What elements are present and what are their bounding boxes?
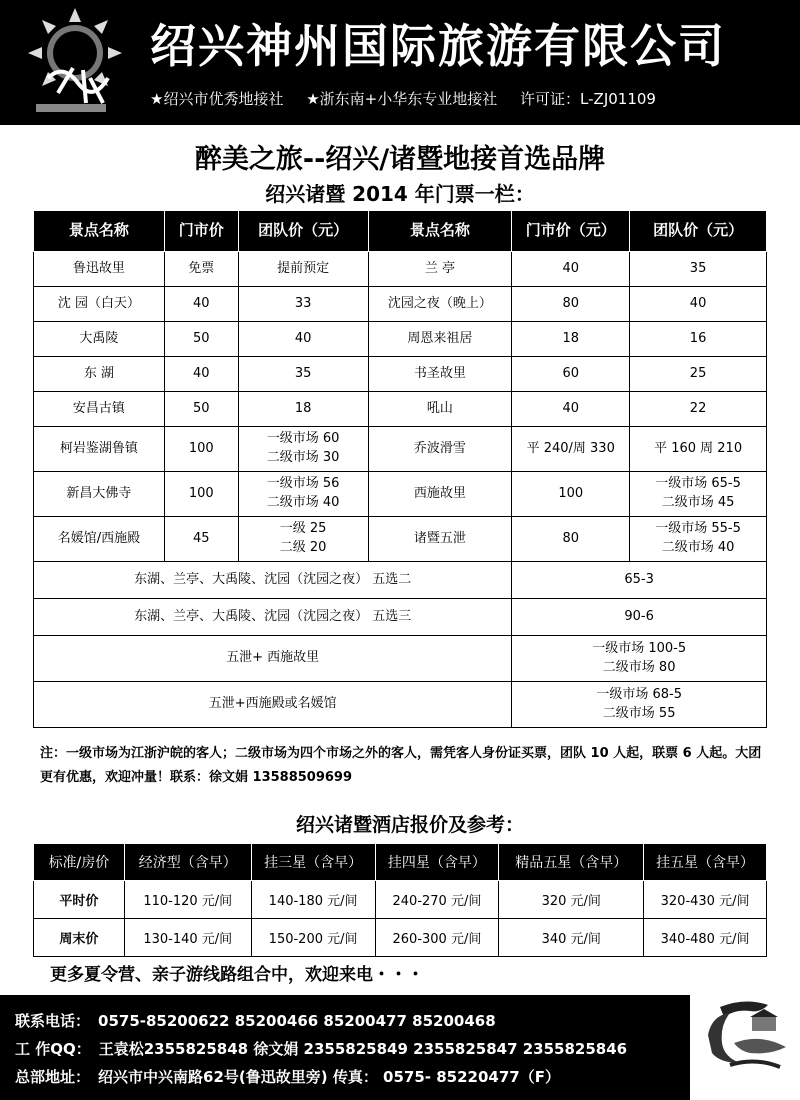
table-cell: 240-270 元/间 [375,881,499,919]
ticket-price-table [33,210,767,728]
table-cell: 80 [512,287,630,322]
table-cell: 16 [630,322,767,357]
table-cell: 40 [238,322,368,357]
table-row [34,427,767,472]
combo-price: 65-3 [512,562,767,599]
table-cell: 书圣故里 [368,357,512,392]
table-cell: 150-200 元/间 [251,919,375,957]
table-cell: 50 [164,392,238,427]
cell-line: 一级市场 60 [266,431,340,447]
combo-row [34,682,767,728]
table-row [34,517,767,562]
header-banner [0,0,800,125]
table-cell: 平 160 周 210 [630,427,767,472]
table-cell: 33 [238,287,368,322]
qq-label: 工 作QQ： [15,1040,91,1058]
tag-specialist: ★浙东南+小华东专业地接社 [306,90,498,108]
table-cell: 平 240/周 330 [512,427,630,472]
ticket-section-title: 绍兴诸暨 2014 年门票一栏： [265,182,535,206]
table-cell: 22 [630,392,767,427]
combo-name: 东湖、兰亭、大禹陵、沈园（沈园之夜） 五选二 [34,562,512,599]
cell-line: 二级市场 55 [602,705,676,721]
combo-name: 五泄+西施殿或名媛馆 [34,682,512,728]
table-cell: 吼山 [368,392,512,427]
table-cell: 新昌大佛寺 [34,472,165,517]
table-cell: 40 [512,252,630,287]
table-cell: 西施故里 [368,472,512,517]
table-row [34,919,767,957]
hotel-price-table [33,843,767,957]
row-header: 周末价 [34,919,125,957]
cell-line: 二级 20 [279,540,327,555]
table-cell [238,472,368,517]
table-header-row [34,211,767,252]
row-header: 平时价 [34,881,125,919]
table-cell: 320 元/间 [499,881,644,919]
hotel-section-title: 绍兴诸暨酒店报价及参考： [295,814,524,836]
table-cell: 18 [512,322,630,357]
qq-numbers: 王袁松2355825848 徐文娟 2355825849 2355825847 2355825846 [98,1040,628,1058]
table-cell: 140-180 元/间 [251,881,375,919]
table-cell: 周恩来祖居 [368,322,512,357]
table-cell [238,427,368,472]
tag-excellent: ★绍兴市优秀地接社 [150,90,284,108]
table-row [34,322,767,357]
table-cell: 100 [164,472,238,517]
col-header: 挂四星（含早） [375,844,499,881]
license-number: 许可证：L-ZJ01109 [520,90,656,108]
scenery-emblem [690,995,800,1100]
col-header: 经济型（含早） [124,844,251,881]
table-cell: 大禹陵 [34,322,165,357]
table-cell: 40 [512,392,630,427]
phone-numbers: 0575-85200622 85200466 85200477 85200468 [98,1012,496,1030]
combo-price [512,682,767,728]
table-cell: 320-430 元/间 [644,881,767,919]
company-name: 绍兴神州国际旅游有限公司 [150,19,726,73]
cell-line: 二级市场 45 [661,495,735,510]
address-line [15,1066,560,1087]
table-cell: 100 [512,472,630,517]
table-cell: 110-120 元/间 [124,881,251,919]
slogan-heading: 醉美之旅--绍兴/诸暨地接首选品牌 [194,144,606,175]
qq-line [15,1038,627,1059]
cell-line: 二级市场 40 [661,540,735,555]
col-header: 景点名称 [368,211,512,252]
col-header: 景点名称 [34,211,165,252]
table-cell [630,517,767,562]
table-cell [630,472,767,517]
cell-line: 一级市场 100-5 [592,640,687,656]
table-row [34,472,767,517]
cell-line: 一级 25 [279,521,327,537]
table-cell: 安昌古镇 [34,392,165,427]
table-cell: 80 [512,517,630,562]
table-cell: 乔波滑雪 [368,427,512,472]
table-cell: 名媛馆/西施殿 [34,517,165,562]
table-cell: 340-480 元/间 [644,919,767,957]
table-cell: 40 [164,287,238,322]
col-header: 门市价 [164,211,238,252]
cell-line: 二级市场 40 [266,495,340,510]
cell-line: 一级市场 56 [266,476,340,492]
col-header: 精品五星（含早） [499,844,644,881]
table-cell: 100 [164,427,238,472]
col-header: 挂三星（含早） [251,844,375,881]
table-cell: 诸暨五泄 [368,517,512,562]
market-note: 注：一级市场为江浙沪皖的客人；二级市场为四个市场之外的客人，需凭客人身份证买票，团队 10 人起，联票 6 人起。大团更有优惠，欢迎冲量！联系：徐文娟 13588509699 [40,746,762,785]
table-cell: 兰 亭 [368,252,512,287]
table-cell: 鲁迅故里 [34,252,165,287]
table-cell: 130-140 元/间 [124,919,251,957]
col-header: 标准/房价 [34,844,125,881]
table-cell: 沈园之夜（晚上） [368,287,512,322]
table-cell: 免票 [164,252,238,287]
table-header-row [34,844,767,881]
table-cell: 260-300 元/间 [375,919,499,957]
table-row [34,392,767,427]
table-cell: 45 [164,517,238,562]
contact-footer [0,995,800,1100]
table-cell: 40 [164,357,238,392]
phone-line [15,1010,496,1031]
address-label: 总部地址： [15,1068,91,1086]
combo-row [34,562,767,599]
combo-price: 90-6 [512,599,767,636]
cell-line: 一级市场 55-5 [655,521,741,537]
table-cell: 18 [238,392,368,427]
table-cell: 35 [238,357,368,392]
ink-landscape-icon [690,995,800,1080]
table-cell: 340 元/间 [499,919,644,957]
combo-name: 五泄+ 西施故里 [34,636,512,682]
table-row [34,252,767,287]
more-routes-text: 更多夏令营、亲子游线路组合中，欢迎来电・・・ [50,965,424,985]
combo-price [512,636,767,682]
company-tags [150,88,674,109]
table-cell: 东 湖 [34,357,165,392]
combo-row [34,636,767,682]
col-header: 团队价（元） [238,211,368,252]
col-header: 挂五星（含早） [644,844,767,881]
address-value: 绍兴市中兴南路62号(鲁迅故里旁) 传真： 0575- 85220477（F） [98,1068,560,1086]
cell-line: 一级市场 68-5 [596,686,682,702]
cell-line: 二级市场 30 [266,450,340,465]
table-cell: 柯岩鉴湖鲁镇 [34,427,165,472]
table-cell: 沈 园（白天） [34,287,165,322]
col-header: 门市价（元） [512,211,630,252]
company-logo-icon [28,8,123,118]
table-row [34,881,767,919]
cell-line: 二级市场 80 [602,659,676,675]
table-row [34,287,767,322]
table-cell: 提前预定 [238,252,368,287]
combo-row [34,599,767,636]
combo-name: 东湖、兰亭、大禹陵、沈园（沈园之夜） 五选三 [34,599,512,636]
table-cell: 40 [630,287,767,322]
cell-line: 一级市场 65-5 [655,476,741,492]
table-cell: 60 [512,357,630,392]
table-cell [238,517,368,562]
phone-label: 联系电话： [15,1012,91,1030]
table-row [34,357,767,392]
table-cell: 35 [630,252,767,287]
col-header: 团队价（元） [630,211,767,252]
table-cell: 25 [630,357,767,392]
table-cell: 50 [164,322,238,357]
